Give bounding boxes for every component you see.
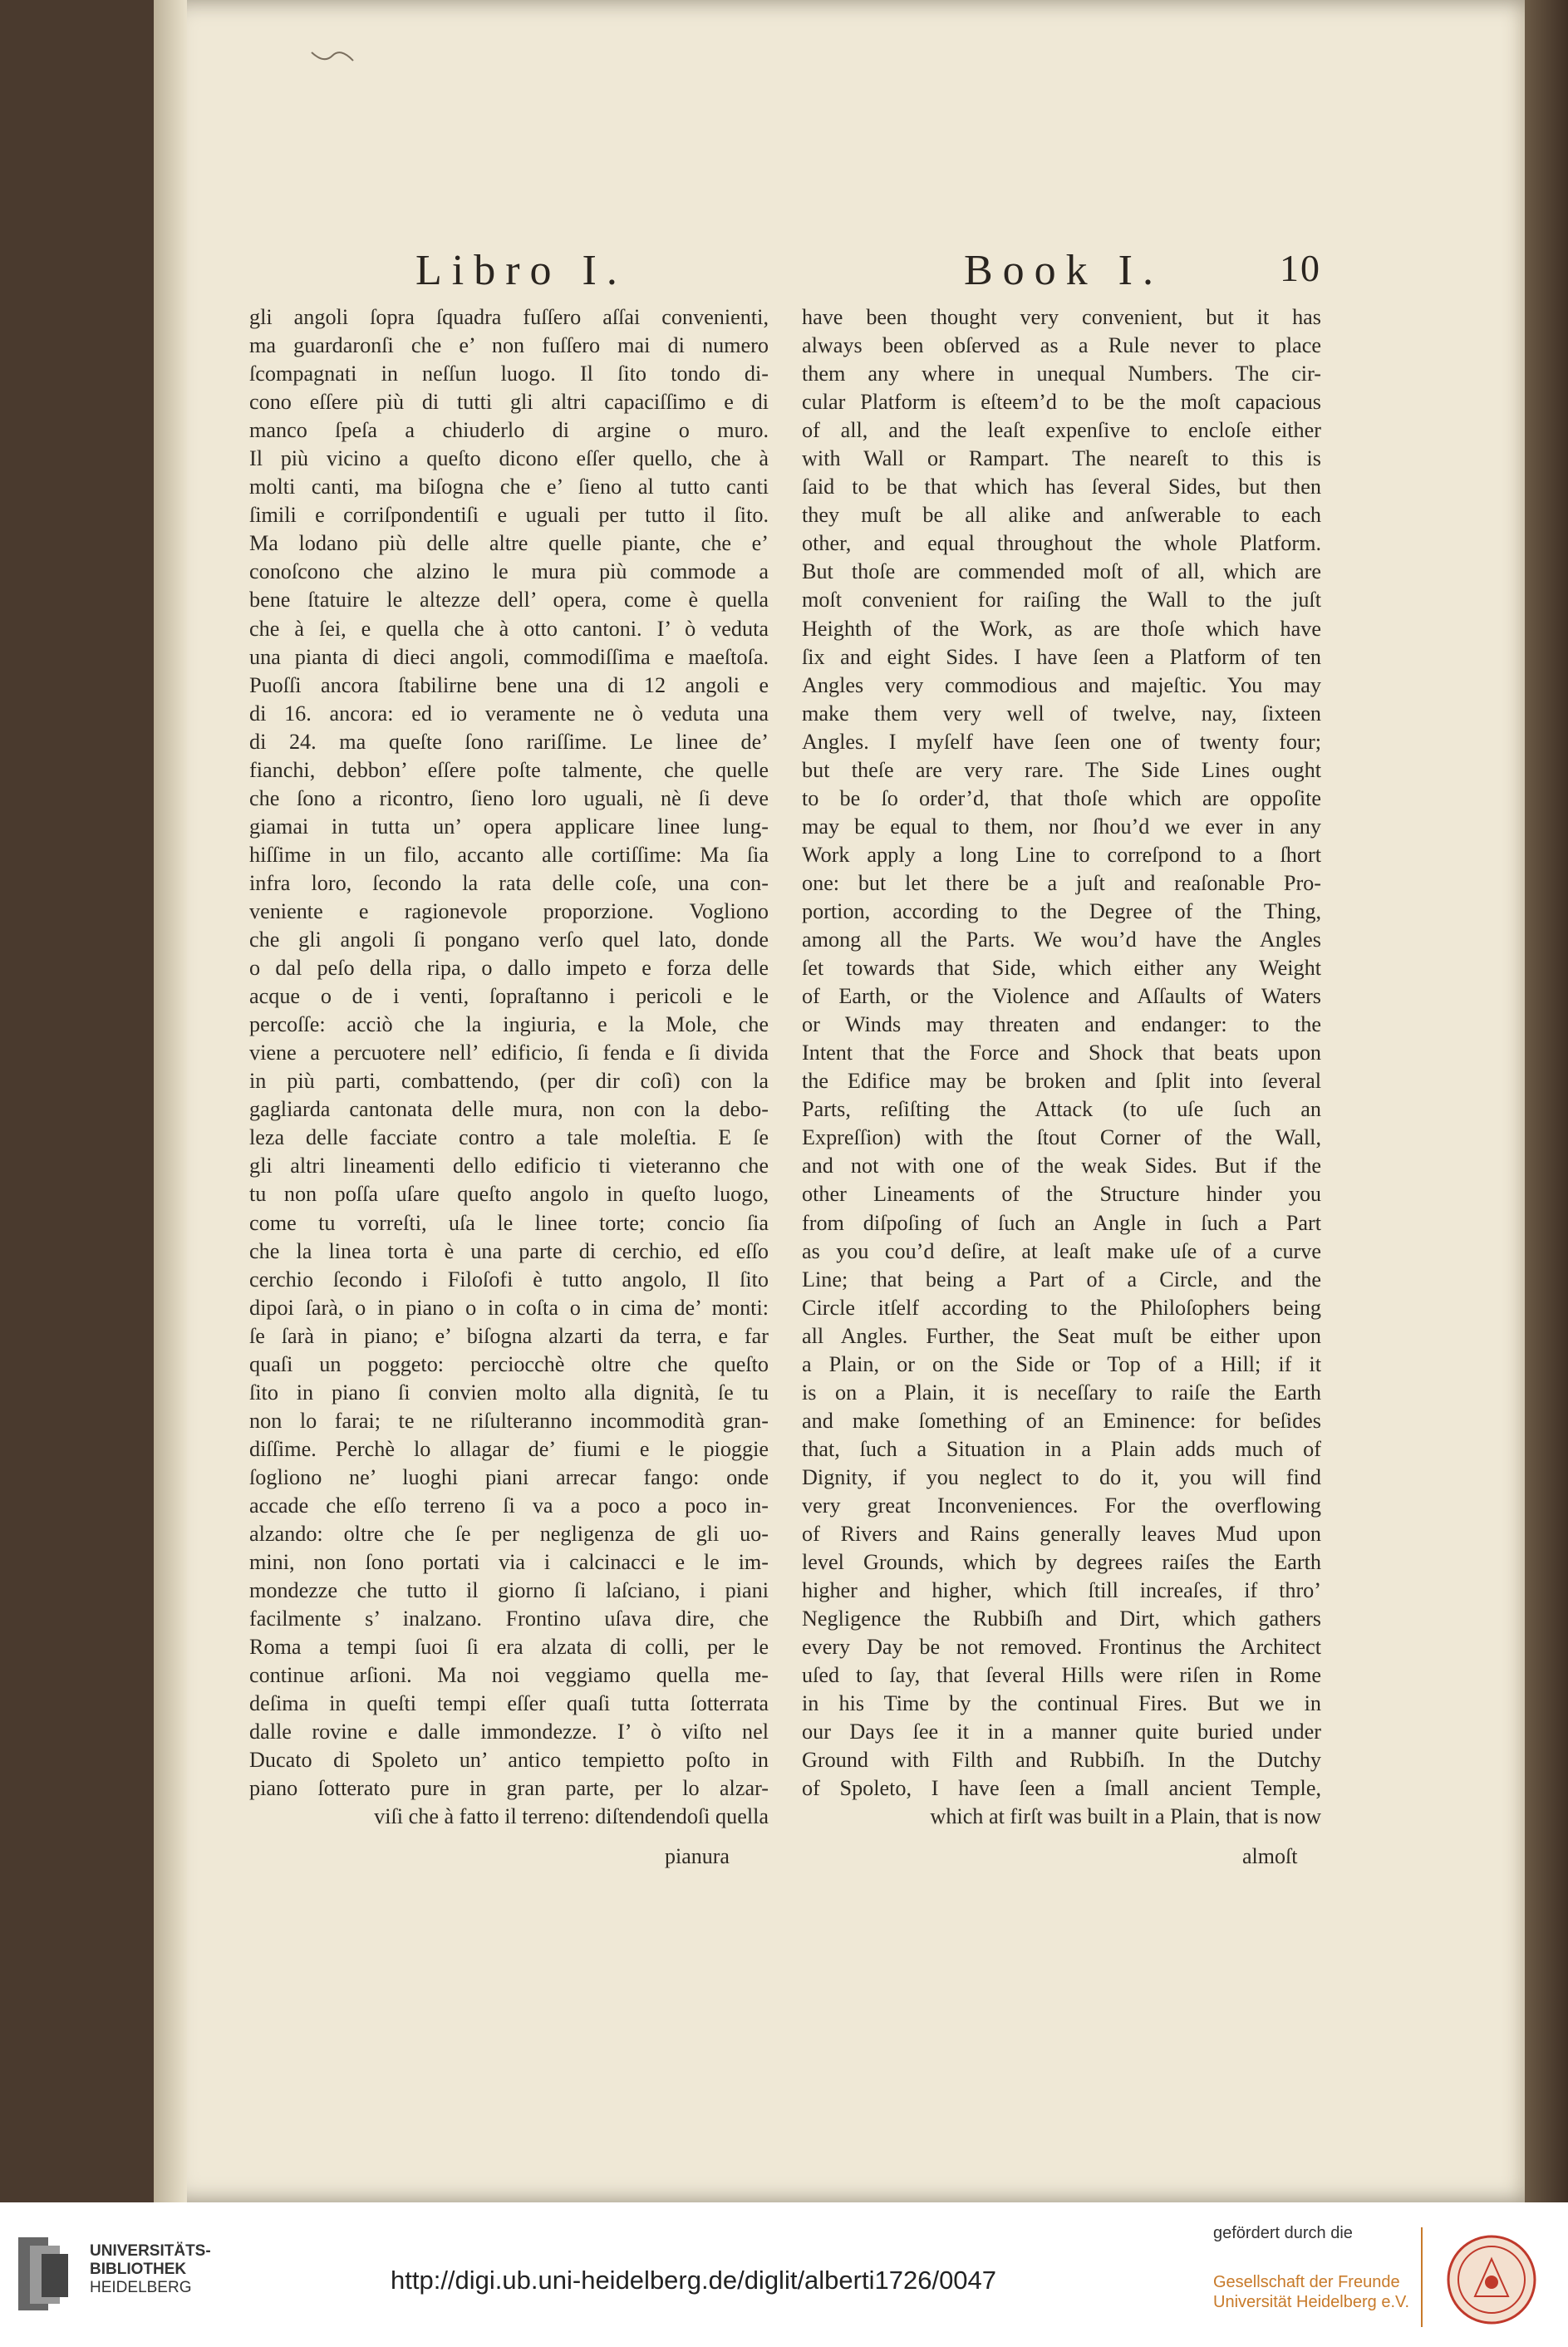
text-line: always been obſerved as a Rule never to place — [802, 333, 1321, 358]
text-line: acque o de i venti, ſopraſtanno i pericoli e le — [249, 984, 769, 1009]
text-line: facilmente s’ inalzano. Frontino uſava dire, che — [249, 1606, 769, 1631]
text-line: ſimili e corriſpondentiſi e uguali per tutto il ſito. — [249, 503, 769, 528]
text-line: ſix and eight Sides. I have ſeen a Platform of ten — [802, 644, 1321, 669]
text-line: manco ſpeſa a chiuderlo di argine o muro. — [249, 418, 769, 443]
text-line: gli angoli ſopra ſquadra fuſſero aſſai convenienti, — [249, 305, 769, 329]
library-name-line3: HEIDELBERG — [90, 2279, 192, 2296]
running-head-right: Book I. — [964, 247, 1163, 294]
catchword-left: pianura — [665, 1844, 730, 1868]
text-line: portion, according to the Degree of the Thing, — [802, 898, 1321, 923]
text-line: percoſſe: acciò che la ingiuria, e la Mole, che — [249, 1012, 769, 1037]
text-line: ſogliono ne’ luoghi piani arrecar fango: onde — [249, 1464, 769, 1489]
text-line: which at firſt was built in a Plain, that is now — [930, 1804, 1321, 1829]
english-text-column — [802, 303, 1321, 1832]
text-line: gli altri lineamenti dello edificio ti vieteranno che — [249, 1154, 769, 1178]
society-name — [1213, 2272, 1409, 2312]
italian-text-column — [249, 303, 769, 1832]
text-line: come tu vorreſti, uſa le linee torte; concio ſia — [249, 1210, 769, 1235]
text-line: Negligence the Rubbiſh and Dirt, which gathers — [802, 1606, 1321, 1631]
text-line: quaſi un poggeto: perciocchè oltre che queſto — [249, 1351, 769, 1376]
text-line: Ground with Filth and Rubbiſh. In the Dutchy — [802, 1748, 1321, 1773]
text-line: di 16. ancora: ed io veramente ne ò veduta una — [249, 701, 769, 726]
running-head-left: Libro I. — [415, 247, 627, 294]
text-line: Il più vicino a queſto dicono eſſer quello, che à — [249, 446, 769, 471]
text-line: other, and equal throughout the whole Platform. — [802, 531, 1321, 556]
text-line: di 24. ma queſte ſono rariſſime. Le linee de’ — [249, 729, 769, 754]
text-line: bene ſtatuire le altezze dell’ opera, come è quella — [249, 588, 769, 613]
text-line: Intent that the Force and Shock that beats upon — [802, 1041, 1321, 1065]
page-gutter — [154, 0, 187, 2202]
text-line: the Edifice may be broken and ſplit into ſeveral — [802, 1069, 1321, 1094]
text-line: of Rivers and Rains generally leaves Mud upon — [802, 1522, 1321, 1547]
catchword-right: almoſt — [1242, 1844, 1298, 1868]
ornament-mark — [307, 46, 357, 71]
text-line: Heighth of the Work, as are thoſe which have — [802, 616, 1321, 641]
text-line: But thoſe are commended moſt of all, which are — [802, 559, 1321, 584]
society-name-line1: Gesellschaft der Freunde — [1213, 2273, 1400, 2291]
text-line: mondezze che tutto il giorno ſi laſciano, i piani — [249, 1578, 769, 1603]
text-line: non lo farai; te ne riſulteranno incommodità gran- — [249, 1408, 769, 1433]
text-line: o dal peſo della ripa, o dallo impeto e forza delle — [249, 956, 769, 981]
text-line: to be ſo order’d, that thoſe which are oppoſite — [802, 785, 1321, 810]
text-line: leza delle facciate contro a tale moleſtia. E ſe — [249, 1125, 769, 1150]
text-line: all Angles. Further, the Seat muſt be either upon — [802, 1323, 1321, 1348]
text-line: ſe ſarà in piano; e’ biſogna alzarti da terra, e far — [249, 1323, 769, 1348]
text-line: one: but let there be a juſt and reaſonable Pro- — [802, 870, 1321, 895]
text-line: Work apply a long Line to correſpond to a ſhort — [802, 842, 1321, 867]
text-line: of Earth, or the Violence and Aſſaults of Waters — [802, 984, 1321, 1009]
text-line: as you cou’d deſire, at leaſt make uſe of a curve — [802, 1238, 1321, 1263]
text-line: ma guardaronſi che e’ non fuſſero mai di numero — [249, 333, 769, 358]
text-line: cono eſſere più di tutti gli altri capaciſſimo e di — [249, 390, 769, 415]
text-line: our Days ſee it in a manner quite buried under — [802, 1720, 1321, 1744]
text-line: and make ſomething of an Eminence: for beſides — [802, 1408, 1321, 1433]
text-line: Ducato di Spoleto un’ antico tempietto poſto in — [249, 1748, 769, 1773]
book-edge — [1525, 0, 1568, 2202]
text-line: fianchi, debbon’ eſſere poſte talmente, che quelle — [249, 757, 769, 782]
library-name-line1: UNIVERSITÄTS- — [90, 2242, 211, 2260]
text-line: that, ſuch a Situation in a Plain adds much of — [802, 1436, 1321, 1461]
text-line: and not with one of the weak Sides. But if the — [802, 1154, 1321, 1178]
text-line: molti canti, ma biſogna che e’ ſieno al tutto canti — [249, 475, 769, 499]
text-line: piano ſotterato pure in gran parte, per lo alzar- — [249, 1776, 769, 1801]
text-line: every Day be not removed. Frontinus the Architect — [802, 1635, 1321, 1660]
text-line: is on a Plain, it is neceſſary to raiſe the Earth — [802, 1380, 1321, 1405]
text-line: but theſe are very rare. The Side Lines ought — [802, 757, 1321, 782]
text-line: diſſime. Perchè lo allagar de’ fiumi e le pioggie — [249, 1436, 769, 1461]
text-line: very great Inconveniences. For the overflowing — [802, 1493, 1321, 1518]
text-line: a Plain, or on the Side or Top of a Hill; if it — [802, 1351, 1321, 1376]
text-line: Puoſſi ancora ſtabilirne bene una di 12 angoli e — [249, 672, 769, 697]
text-line: cular Platform is eſteem’d to be the moſt capacious — [802, 390, 1321, 415]
society-name-line2: Universität Heidelberg e.V. — [1213, 2293, 1410, 2311]
text-line: ſcompagnati in neſſun luogo. Il ſito tondo di- — [249, 362, 769, 386]
library-name-line2: BIBLIOTHEK — [90, 2261, 187, 2278]
text-line: in più parti, combattendo, (per dir coſì) con la — [249, 1069, 769, 1094]
text-line: with Wall or Rampart. The neareſt to this is — [802, 446, 1321, 471]
text-line: veniente e ragionevole proporzione. Vogliono — [249, 898, 769, 923]
library-name — [90, 2242, 211, 2297]
text-line: Parts, reſiſting the Attack (to uſe ſuch an — [802, 1097, 1321, 1122]
text-line: giamai in tutta un’ opera applicare linee lung- — [249, 814, 769, 839]
text-line: infra loro, ſecondo la rata delle coſe, una con- — [249, 870, 769, 895]
text-line: dalle rovine e dalle immondezze. I’ ò viſto nel — [249, 1720, 769, 1744]
page-number: 10 — [1280, 247, 1321, 289]
text-line: ſito in piano ſi convien molto alla dignità, ſe tu — [249, 1380, 769, 1405]
text-line: they muſt be all alike and anſwerable to each — [802, 503, 1321, 528]
text-line: conoſcono che alzino le mura più commode a — [249, 559, 769, 584]
text-line: among all the Parts. We wou’d have the Angles — [802, 927, 1321, 952]
text-line: may be equal to them, nor ſhou’d we ever in any — [802, 814, 1321, 839]
text-line: Angles very commodious and majeſtic. You may — [802, 672, 1321, 697]
text-line: ſaid to be that which has ſeveral Sides, but then — [802, 475, 1321, 499]
text-line: Roma a tempi ſuoi ſi era alzata di colli, per le — [249, 1635, 769, 1660]
text-line: cerchio ſecondo i Filoſofi è tutto angolo, Il ſito — [249, 1267, 769, 1292]
text-line: Line; that being a Part of a Circle, and the — [802, 1267, 1321, 1292]
library-logo-icon — [15, 2234, 73, 2314]
text-line: Dignity, if you neglect to do it, you will find — [802, 1464, 1321, 1489]
text-line: accade che eſſo terreno ſi va a poco a poco in- — [249, 1493, 769, 1518]
text-line: dipoi ſarà, o in piano o in coſta o in cima de’ monti: — [249, 1295, 769, 1320]
text-line: ſet towards that Side, which either any Weight — [802, 956, 1321, 981]
text-line: che gli angoli ſi pongano verſo quel lato, donde — [249, 927, 769, 952]
permalink-url[interactable]: http://digi.ub.uni-heidelberg.de/diglit/alberti1726/0047 — [391, 2266, 997, 2295]
funded-by-label: gefördert durch die — [1213, 2224, 1353, 2242]
text-line: of all, and the leaſt expenſive to encloſe either — [802, 418, 1321, 443]
text-line: or Winds may threaten and endanger: to the — [802, 1012, 1321, 1037]
text-line: from diſpoſing of ſuch an Angle in ſuch a Part — [802, 1210, 1321, 1235]
text-line: Angles. I myſelf have ſeen one of twenty four; — [802, 729, 1321, 754]
text-line: have been thought very convenient, but it has — [802, 305, 1321, 329]
text-line: them any where in unequal Numbers. The cir- — [802, 362, 1321, 386]
text-line: make them very well of twelve, nay, ſixteen — [802, 701, 1321, 726]
text-line: alzando: oltre che ſe per negligenza de gli uo- — [249, 1522, 769, 1547]
text-line: viſi che à fatto il terreno: diſtendendoſi quella — [374, 1804, 769, 1829]
text-line: Ma lodano più delle altre quelle piante, che e’ — [249, 531, 769, 556]
text-line: gagliarda cantonata delle mura, non con la debo- — [249, 1097, 769, 1122]
text-line: viene a percuotere nell’ edificio, ſi fenda e ſi divida — [249, 1041, 769, 1065]
text-line: che à ſei, e quella che à otto cantoni. I’ ò veduta — [249, 616, 769, 641]
text-line: higher and higher, which ſtill increaſes, if thro’ — [802, 1578, 1321, 1603]
text-line: of Spoleto, I have ſeen a ſmall ancient Temple, — [802, 1776, 1321, 1801]
text-line: deſima in queſti tempi eſſer quaſi tutta ſotterrata — [249, 1691, 769, 1716]
university-seal-icon — [1446, 2234, 1537, 2325]
footer-bar — [0, 2202, 1568, 2347]
text-line: che la linea torta è una parte di cerchio, ed eſſo — [249, 1238, 769, 1263]
text-line: other Lineaments of the Structure hinder you — [802, 1182, 1321, 1207]
footer-divider — [1421, 2227, 1423, 2327]
text-line: uſed to ſay, that ſeveral Hills were riſen in Rome — [802, 1663, 1321, 1688]
text-line: hiſſime in un filo, accanto alle cortiſſime: Ma ſia — [249, 842, 769, 867]
text-line: Expreſſion) with the ſtout Corner of the Wall, — [802, 1125, 1321, 1150]
text-line: una pianta di dieci angoli, commodiſſima e maeſtoſa. — [249, 644, 769, 669]
text-line: level Grounds, which by degrees raiſes the Earth — [802, 1550, 1321, 1575]
text-line: moſt convenient for raiſing the Wall to the juſt — [802, 588, 1321, 613]
text-line: che ſono a ricontro, ſieno loro uguali, nè ſi deve — [249, 785, 769, 810]
text-line: in his Time by the continual Fires. But we in — [802, 1691, 1321, 1716]
text-line: mini, non ſono portati via i calcinacci e le im- — [249, 1550, 769, 1575]
text-line: Circle itſelf according to the Philoſophers being — [802, 1295, 1321, 1320]
text-line: tu non poſſa uſare queſto angolo in queſto luogo, — [249, 1182, 769, 1207]
text-line: continue arſioni. Ma noi veggiamo quella me- — [249, 1663, 769, 1688]
